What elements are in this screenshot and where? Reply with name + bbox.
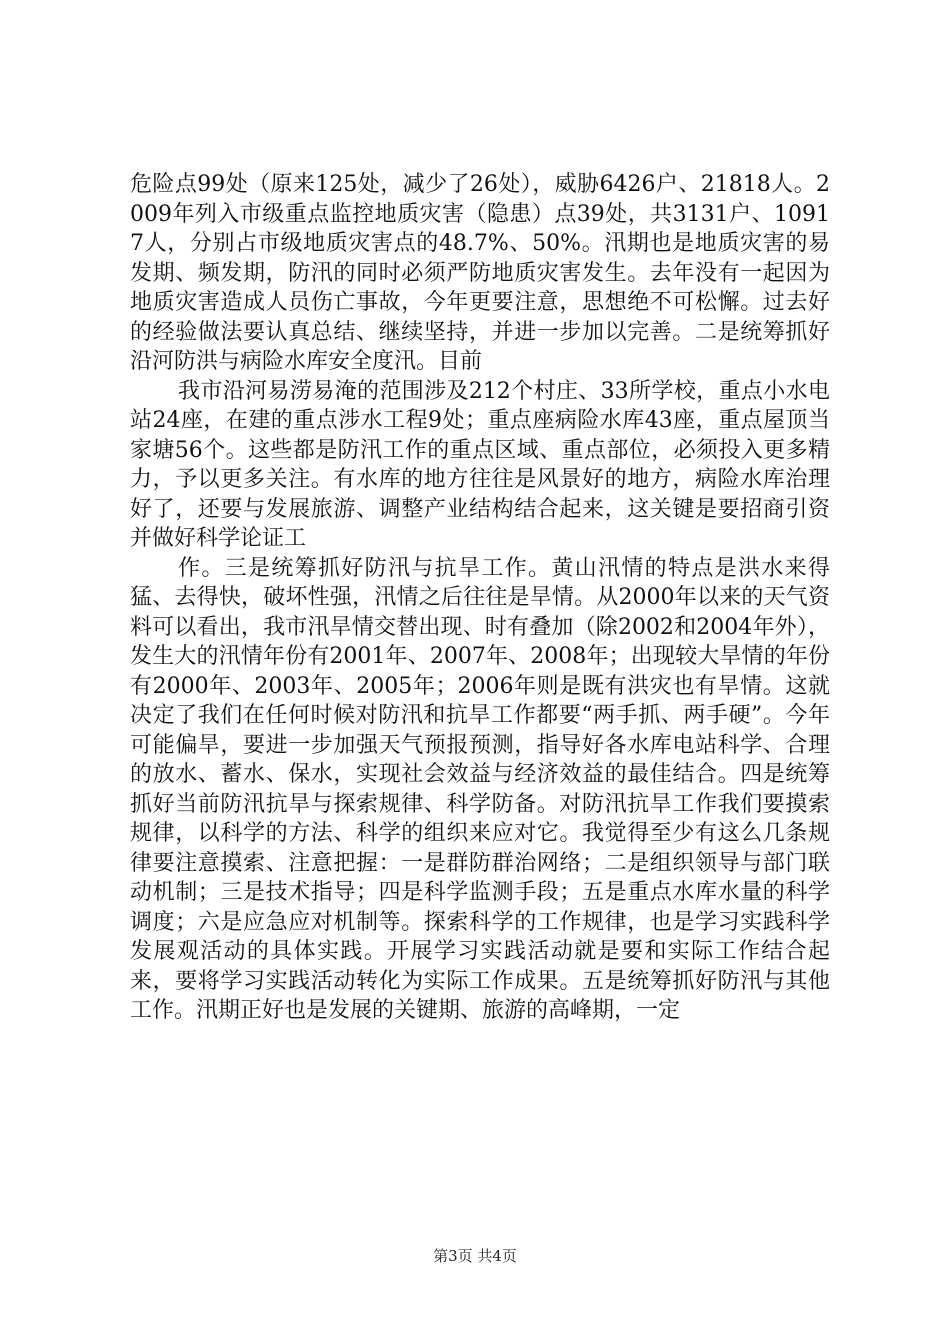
page-footer: 第3页 共4页: [433, 1247, 517, 1265]
paragraph-3: 作。三是统筹抓好防汛与抗旱工作。黄山汛情的特点是洪水来得猛、去得快，破坏性强，汛情之后往往是旱情。从2000年以来的天气资料可以看出，我市汛旱情交替出现、时有叠加（除2002和2004年外），发生大的汛情年份有2001年、2007年、2008年；出现较大旱情的年份有2000年、2003年、2005年；2006年则是既有洪灾也有旱情。这就决定了我们在任何时候对防汛和抗旱工作都要“两手抓、两手硬”。今年可能偏旱，要进一步加强天气预报预测，指导好各水库电站科学、合理的放水、蓄水、保水，实现社会效益与经济效益的最佳结合。四是统筹抓好当前防汛抗旱与探索规律、科学防备。对防汛抗旱工作我们要摸索规律，以科学的方法、科学的组织来应对它。我觉得至少有这么几条规律要注意摸索、注意把握：一是群防群治网络；二是组织领导与部门联动机制；三是技术指导；四是科学监测手段；五是重点水库水量的科学调度；六是应急应对机制等。探索科学的工作规律，也是学习实践科学发展观活动的具体实践。开展学习实践活动就是要和实际工作结合起来，要将学习实践活动转化为实际工作成果。五是统筹抓好防汛与其他工作。汛期正好也是发展的关键期、旅游的高峰期，一定: [130, 555, 830, 1023]
document-body: [130, 170, 830, 1026]
paragraph-2: 我市沿河易涝易淹的范围涉及212个村庄、33所学校，重点小水电站24座，在建的重点涉水工程9处；重点座病险水库43座，重点屋顶当家塘56个。这些都是防汛工作的重点区域、重点部位，必须投入更多精力，予以更多关注。有水库的地方往往是风景好的地方，病险水库治理好了，还要与发展旅游、调整产业结构结合起来，这关键是要招商引资并做好科学论证工: [130, 378, 830, 551]
paragraph-1: 危险点99处（原来125处，减少了26处），威胁6426户、21818人。2009年列入市级重点监控地质灾害（隐患）点39处，共3131户、10917人，分别占市级地质灾害点的48.7%、50%。汛期也是地质灾害的易发期、频发期，防汛的同时必须严防地质灾害发生。去年没有一起因为地质灾害造成人员伤亡事故，今年更要注意，思想绝不可松懈。过去好的经验做法要认真总结、继续坚持，并进一步加以完善。二是统筹抓好沿河防洪与病险水库安全度汛。目前: [130, 172, 830, 374]
